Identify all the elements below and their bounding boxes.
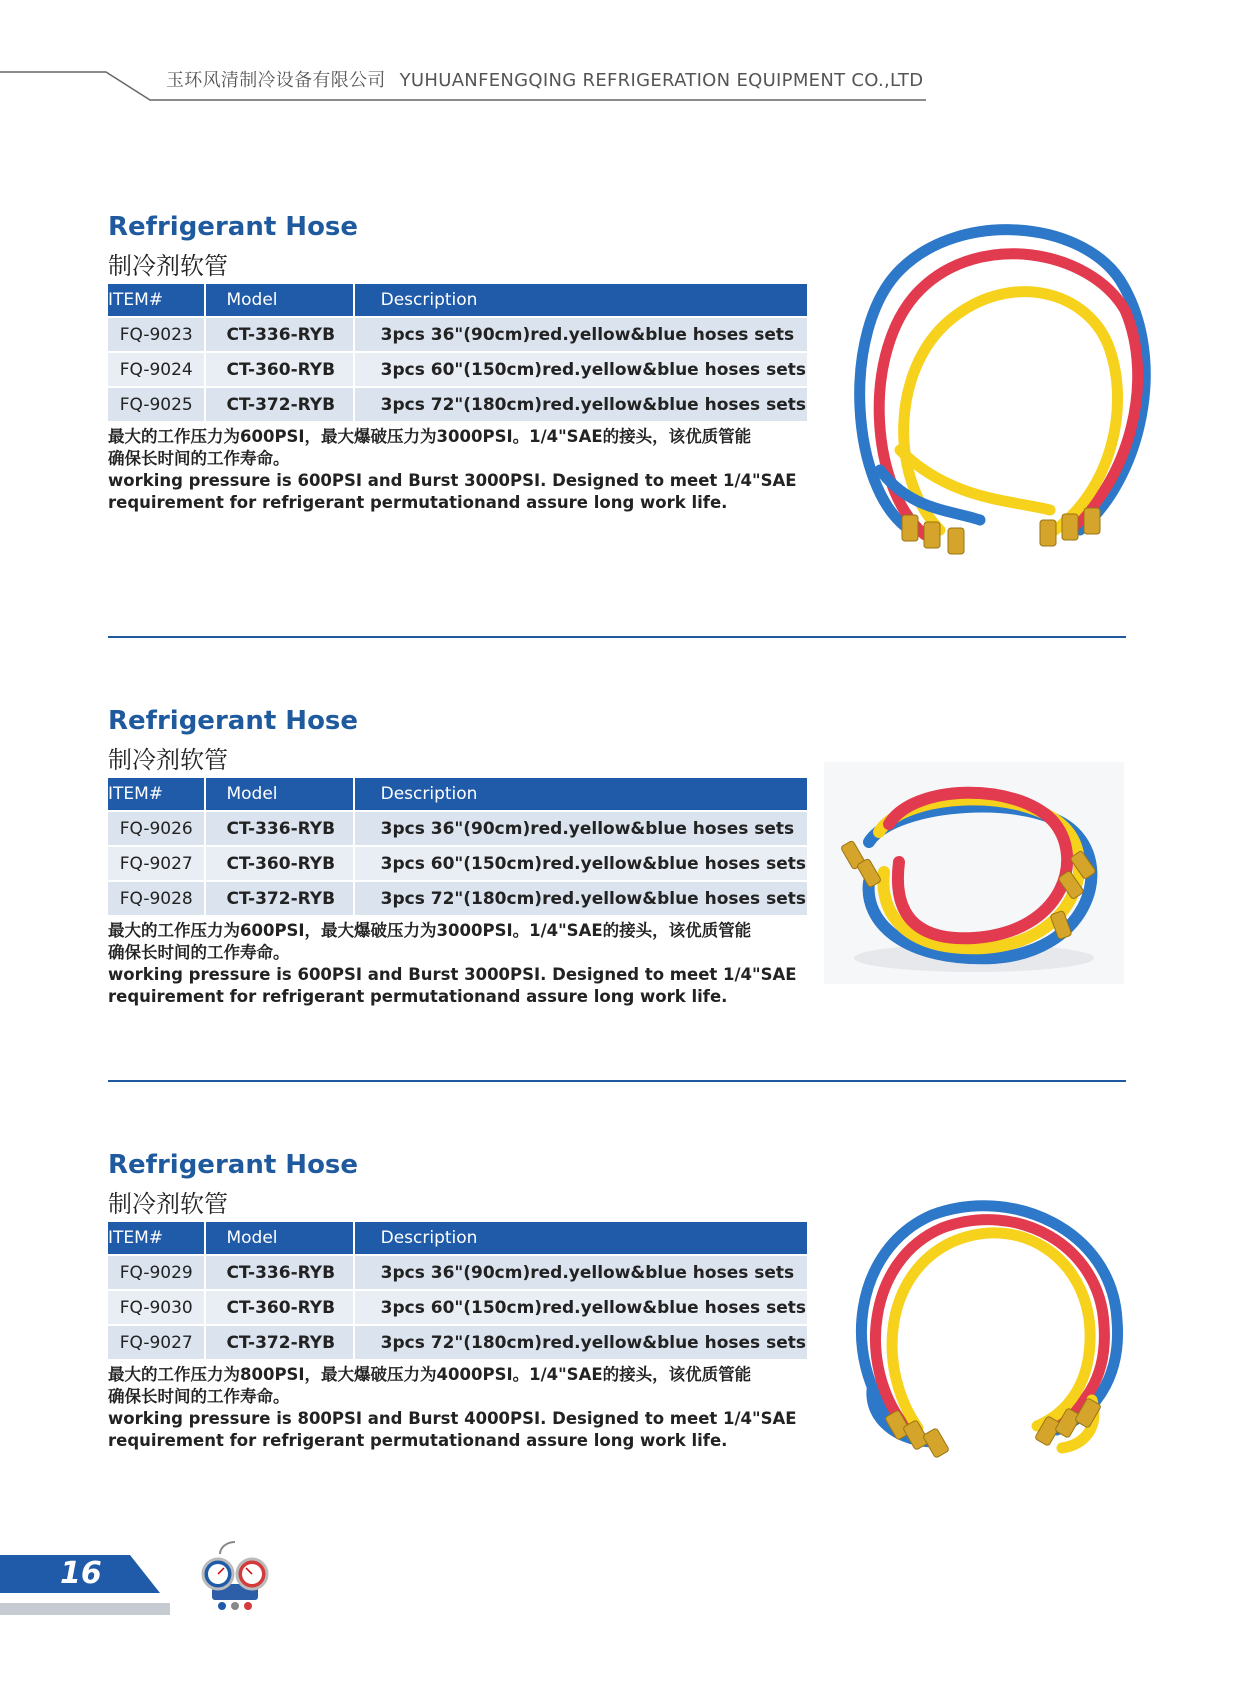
table-row [108,1255,807,1290]
table-row [108,387,807,421]
table-row [108,881,807,915]
company-name-cn: 玉环风清制冷设备有限公司 [166,70,386,91]
spec-table [108,778,807,915]
cell-description: 3pcs 72"(180cm)red.yellow&blue hoses sets [354,881,807,915]
hose-set-image [842,1190,1132,1460]
section-title-en: Refrigerant Hose [108,706,359,736]
cell-model: CT-360-RYB [205,1290,353,1325]
table-row [108,1325,807,1359]
table-row [108,352,807,387]
cell-item: FQ-9023 [108,317,205,352]
table-row [108,846,807,881]
col-item: ITEM# [108,284,205,317]
note-en-line: working pressure is 800PSI and Burst 4000PSI. Designed to meet 1/4"SAE [108,1409,797,1428]
note-en-line: requirement for refrigerant permutationand assure long work life. [108,1431,728,1450]
company-header [166,66,923,92]
col-model: Model [205,284,353,317]
note-cn-line: 确保长时间的工作寿命。 [108,943,290,962]
cell-description: 3pcs 36"(90cm)red.yellow&blue hoses sets [354,811,807,846]
cell-item: FQ-9030 [108,1290,205,1325]
cell-item: FQ-9028 [108,881,205,915]
note-en-line: requirement for refrigerant permutationand assure long work life. [108,493,728,512]
cell-description: 3pcs 72"(180cm)red.yellow&blue hoses sets [354,1325,807,1359]
cell-description: 3pcs 60"(150cm)red.yellow&blue hoses sets [354,846,807,881]
cell-item: FQ-9026 [108,811,205,846]
cell-model: CT-372-RYB [205,881,353,915]
company-name-en: YUHUANFENGQING REFRIGERATION EQUIPMENT CO.,LTD [399,70,924,91]
section-title-en: Refrigerant Hose [108,212,359,242]
spec-table [108,1222,807,1359]
table-row [108,811,807,846]
cell-description: 3pcs 36"(90cm)red.yellow&blue hoses sets [354,1255,807,1290]
spec-table [108,284,807,421]
cell-item: FQ-9027 [108,1325,205,1359]
cell-description: 3pcs 72"(180cm)red.yellow&blue hoses sets [354,387,807,421]
page-number: 16 [60,1556,102,1591]
cell-item: FQ-9024 [108,352,205,387]
section-title-cn: 制冷剂软管 [108,252,228,280]
col-description: Description [354,284,807,317]
cell-item: FQ-9025 [108,387,205,421]
cell-description: 3pcs 60"(150cm)red.yellow&blue hoses sets [354,1290,807,1325]
section-divider [108,1080,1126,1082]
cell-model: CT-372-RYB [205,387,353,421]
cell-item: FQ-9029 [108,1255,205,1290]
cell-model: CT-336-RYB [205,1255,353,1290]
note-cn-line: 确保长时间的工作寿命。 [108,1387,290,1406]
note-en-line: working pressure is 600PSI and Burst 3000PSI. Designed to meet 1/4"SAE [108,965,797,984]
col-model: Model [205,1222,353,1255]
note-cn-line: 最大的工作压力为800PSI，最大爆破压力为4000PSI。1/4"SAE的接头，该优质管能 [108,1365,752,1384]
note-en-line: working pressure is 600PSI and Burst 3000PSI. Designed to meet 1/4"SAE [108,471,797,490]
note-cn-line: 最大的工作压力为600PSI，最大爆破压力为3000PSI。1/4"SAE的接头，该优质管能 [108,427,752,446]
cell-model: CT-336-RYB [205,317,353,352]
cell-description: 3pcs 60"(150cm)red.yellow&blue hoses sets [354,352,807,387]
hose-set-image [840,210,1170,570]
section-title-cn: 制冷剂软管 [108,746,228,774]
note-cn-line: 确保长时间的工作寿命。 [108,449,290,468]
cell-model: CT-360-RYB [205,846,353,881]
table-row [108,317,807,352]
section-divider [108,636,1126,638]
cell-item: FQ-9027 [108,846,205,881]
note-cn-line: 最大的工作压力为600PSI，最大爆破压力为3000PSI。1/4"SAE的接头，该优质管能 [108,921,752,940]
section-title-cn: 制冷剂软管 [108,1190,228,1218]
col-model: Model [205,778,353,811]
header-rule [0,0,930,110]
section-title-en: Refrigerant Hose [108,1150,359,1180]
hose-set-image [824,762,1124,984]
cell-model: CT-360-RYB [205,352,353,387]
spec-note [108,1364,828,1452]
cell-description: 3pcs 36"(90cm)red.yellow&blue hoses sets [354,317,807,352]
table-row [108,1290,807,1325]
spec-note [108,920,828,1008]
manifold-gauge-logo [198,1540,272,1620]
spec-note [108,426,828,514]
col-item: ITEM# [108,778,205,811]
cell-model: CT-336-RYB [205,811,353,846]
col-description: Description [354,778,807,811]
cell-model: CT-372-RYB [205,1325,353,1359]
note-en-line: requirement for refrigerant permutationand assure long work life. [108,987,728,1006]
col-item: ITEM# [108,1222,205,1255]
col-description: Description [354,1222,807,1255]
